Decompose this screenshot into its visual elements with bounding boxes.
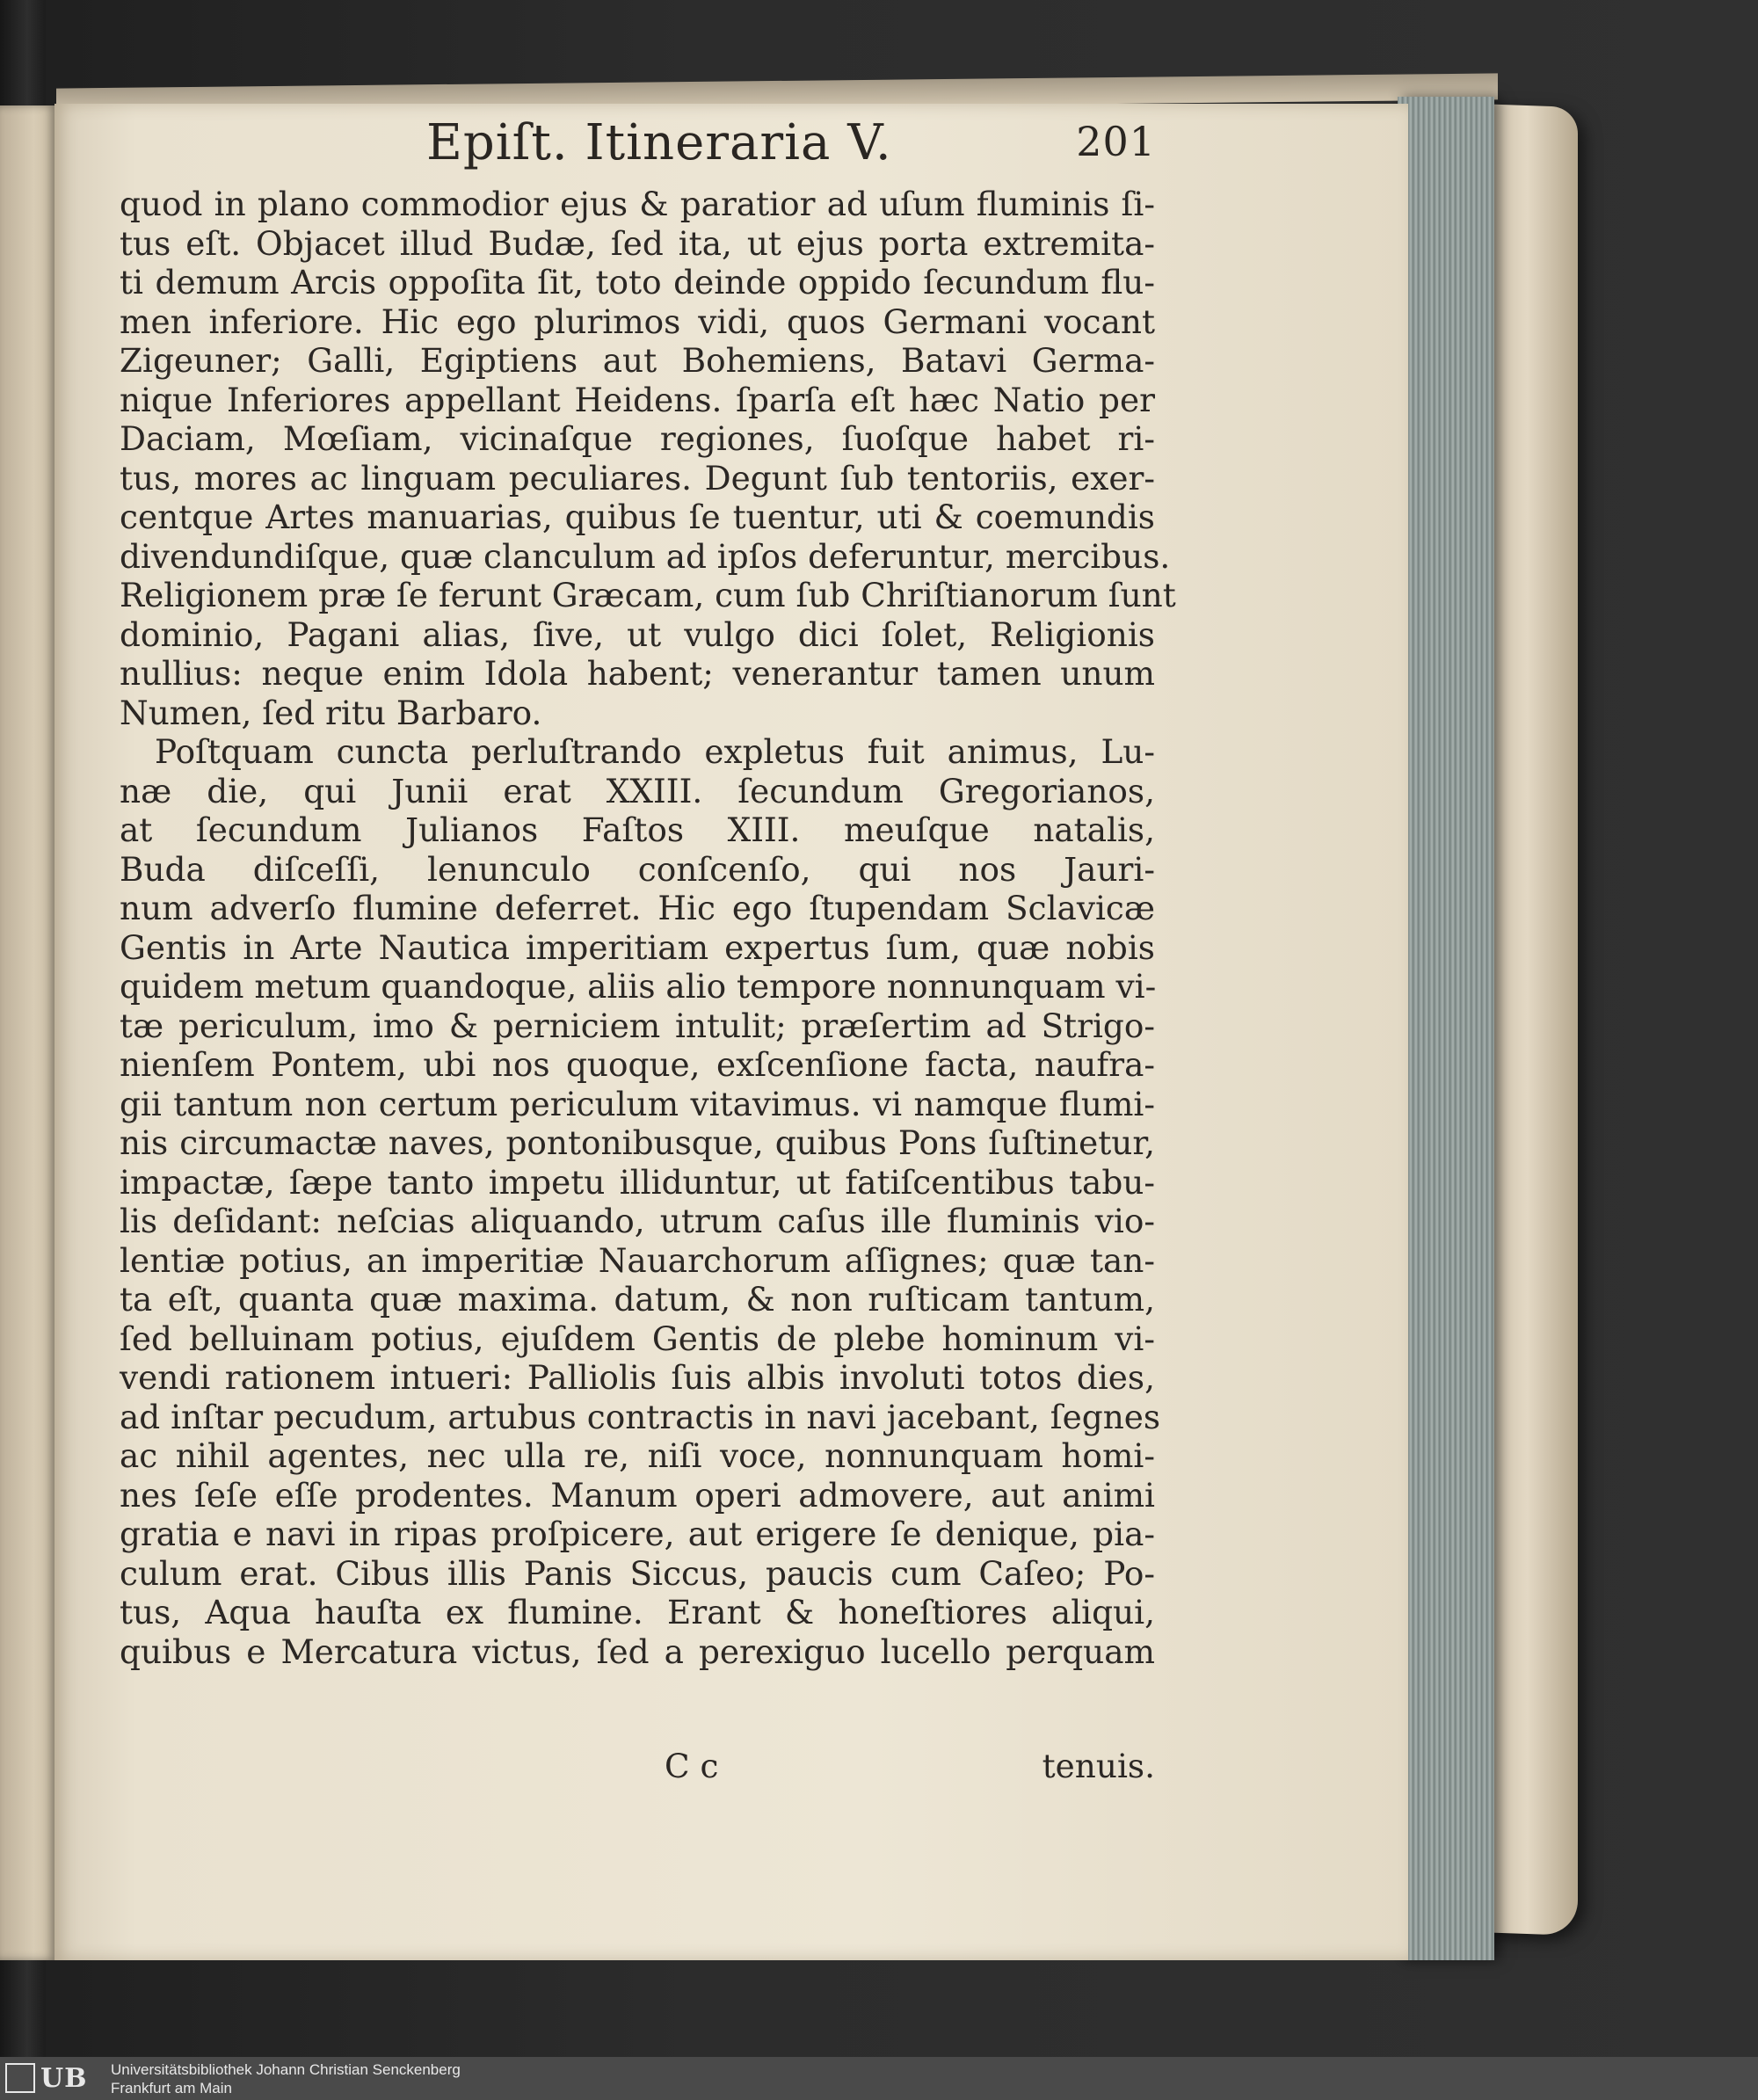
text-line: tus eſt. Objacet illud Budæ, ſed ita, ut ejus porta extremita-	[120, 223, 1155, 263]
logo-mark-icon	[5, 2063, 35, 2093]
text-line: ad inſtar pecudum, artubus contractis in navi jacebant, ſegnes	[120, 1397, 1161, 1436]
library-name-line1: Universitätsbibliothek Johann Christian Senckenberg	[111, 2061, 461, 2078]
text-line: Zigeuner; Galli, Egiptiens aut Bohemiens, Batavi Germa-	[120, 341, 1155, 380]
text-line: ac nihil agentes, nec ulla re, niſi voce, nonnunquam homi-	[120, 1436, 1155, 1475]
logo-text: UB	[40, 2062, 88, 2094]
running-title: Epiſt. Itineraria V.	[426, 114, 892, 171]
text-line: men inferiore. Hic ego plurimos vidi, quos Germani vocant	[120, 302, 1155, 341]
text-line: tæ periculum, imo & perniciem intulit; præſertim ad Strigo-	[120, 1006, 1155, 1045]
signature-mark: C c	[665, 1747, 719, 1785]
text-line: nis circumactæ naves, pontonibusque, quibus Pons ſuſtinetur,	[120, 1123, 1155, 1162]
text-line: ti demum Arcis oppoſita ſit, toto deinde oppido ſecundum flu-	[120, 263, 1155, 302]
text-line: Religionem præ ſe ferunt Græcam, cum ſub Chriſtianorum ſunt	[120, 576, 1176, 614]
text-line: ſed belluinam potius, ejuſdem Gentis de plebe hominum vi-	[120, 1319, 1155, 1358]
text-line: divendundiſque, quæ clanculum ad ipſos deferuntur, mercibus.	[120, 536, 1171, 576]
text-line: quidem metum quandoque, aliis alio tempore nonnunquam vi-	[120, 967, 1157, 1006]
text-line: Numen, ſed ritu Barbaro.	[120, 693, 542, 732]
text-line: lentiæ potius, an imperitiæ Nauarchorum aſſignes; quæ tan-	[120, 1240, 1155, 1280]
page-number: 201	[1076, 118, 1156, 165]
text-line: impactæ, ſæpe tanto impetu illiduntur, ut fatiſcentibus tabu-	[120, 1162, 1155, 1202]
text-line: nique Inferiores appellant Heidens. ſparſa eſt hæc Natio per	[120, 380, 1155, 419]
facing-page-edge	[0, 105, 56, 1960]
text-line: dominio, Pagani alias, ſive, ut vulgo dici ſolet, Religionis	[120, 614, 1155, 654]
text-line: quibus e Mercatura victus, ſed a perexiguo lucello perquam	[120, 1631, 1155, 1671]
library-logo	[5, 2061, 104, 2095]
text-line: nullius: neque enim Idola habent; venerantur tamen unum	[120, 654, 1155, 693]
library-footer	[0, 2057, 1758, 2100]
text-line: Daciam, Mœſiam, vicinaſque regiones, ſuoſque habet ri-	[120, 419, 1155, 458]
text-line: num adverſo flumine deferret. Hic ego ſtupendam Sclavicæ	[120, 889, 1155, 927]
text-line: Poſtquam cuncta perluſtrando expletus fuit animus, Lu-	[155, 732, 1155, 771]
text-line: culum erat. Cibus illis Panis Siccus, paucis cum Caſeo; Po-	[120, 1553, 1155, 1593]
text-line: at ſecundum Julianos Faſtos XIII. meuſque natalis,	[120, 810, 1155, 849]
text-line: vendi rationem intueri: Palliolis ſuis albis involuti totos dies,	[120, 1358, 1155, 1397]
body-text	[120, 185, 1176, 1671]
text-line: centque Artes manuarias, quibus ſe tuentur, uti & coemundis	[120, 498, 1155, 536]
text-line: ta eſt, quanta quæ maxima. datum, & non ruſticam tantum,	[120, 1280, 1155, 1319]
text-line: nes ſeſe eſſe prodentes. Manum operi admovere, aut animi	[120, 1475, 1155, 1515]
library-name-line2: Frankfurt am Main	[111, 2080, 232, 2096]
page-foot	[120, 1747, 1155, 1787]
text-line: gratia e navi in ripas proſpicere, aut erigere ſe denique, pia-	[120, 1515, 1155, 1553]
library-name	[111, 2060, 461, 2097]
text-line: nienſem Pontem, ubi nos quoque, exſcenſione facta, naufra-	[120, 1045, 1155, 1084]
page-stack-edges	[1398, 97, 1494, 1960]
text-line: næ die, qui Junii erat XXIII. ſecundum Gregorianos,	[120, 771, 1155, 810]
text-line: tus, Aqua hauſta ex flumine. Erant & honeſtiores aliqui,	[120, 1593, 1155, 1631]
text-line: tus, mores ac linguam peculiares. Degunt ſub tentoriis, exer-	[120, 458, 1155, 498]
text-line: lis deſidant: neſcias aliquando, utrum caſus ille fluminis vio-	[120, 1202, 1155, 1240]
text-line: Gentis in Arte Nautica imperitiam expertus ſum, quæ nobis	[120, 927, 1155, 967]
catchword: tenuis.	[1042, 1747, 1155, 1785]
text-line: Buda diſceſſi, lenunculo conſcenſo, qui nos Jauri-	[120, 849, 1155, 889]
text-line: gii tantum non certum periculum vitavimus. vi namque flumi-	[120, 1084, 1155, 1123]
text-line: quod in plano commodior ejus & paratior ad uſum fluminis ſi-	[120, 185, 1155, 223]
